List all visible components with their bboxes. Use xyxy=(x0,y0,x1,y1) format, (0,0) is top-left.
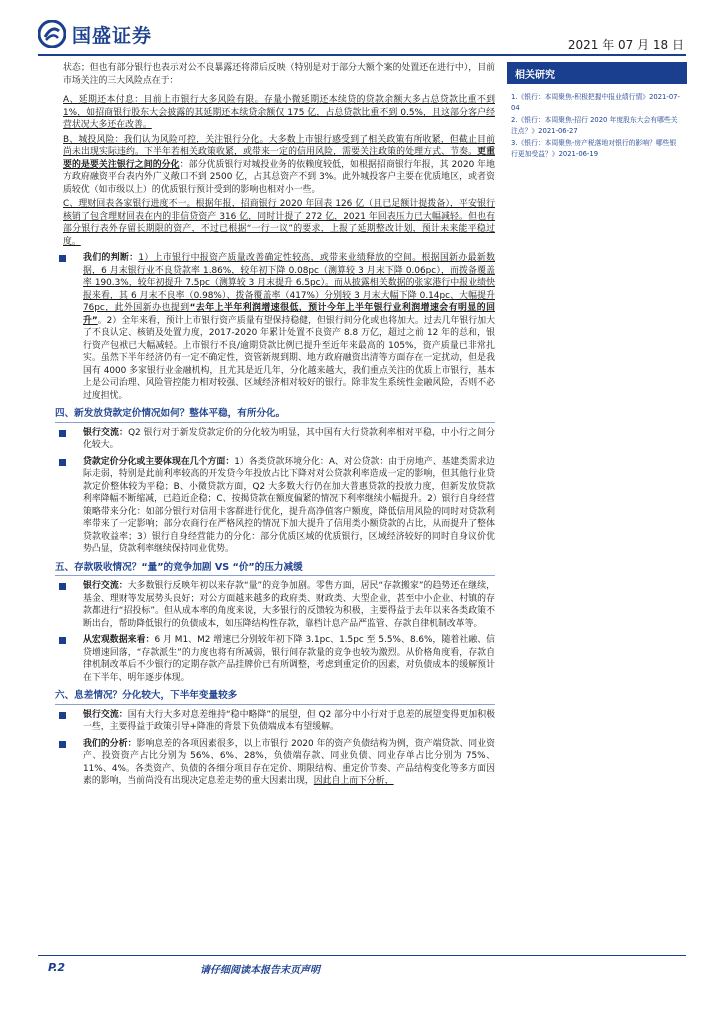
related-item[interactable]: 3.《银行：本周聚焦-房产税落地对银行的影响？哪些银行更加受益？》2021-06-19 xyxy=(511,139,677,158)
footer-divider xyxy=(38,955,686,956)
paragraph-intro xyxy=(63,62,495,87)
bullet-lead: 银行交流： xyxy=(83,581,128,591)
section-4-bullet-1 xyxy=(63,427,495,452)
bullet-square-icon xyxy=(59,430,66,437)
brand-mark-icon xyxy=(38,20,66,48)
section-4-bullet-2 xyxy=(63,456,495,556)
judgment-lead: 我们的判断： xyxy=(83,253,139,263)
report-body xyxy=(55,62,496,912)
bullet-lead: 我们的分析： xyxy=(83,738,137,749)
brand-name: 国盛证券 xyxy=(72,24,153,47)
footer-disclaimer: 请仔细阅读本报告末页声明 xyxy=(200,965,320,976)
bullet-lead: 银行交流： xyxy=(83,709,128,720)
related-item[interactable]: 1.《银行：本周聚焦-积极把握中报业绩行情》2021-07-04 xyxy=(511,93,680,112)
judgment-quote: “去年上半年利润增速很低，预计今年上半年银行业利润增速会有明显的回升” xyxy=(83,303,495,326)
bullet-text-end: 因此自上而下分析， xyxy=(313,776,394,786)
sidebar-title: 相关研究 xyxy=(507,62,687,84)
bullet-text: 影响息差的各项因素很多，以上市银行 2020 年的资产负债结构为例，资产端贷款、同业资产、投资资产占比分别为 56%、6%、28%，负债端存款、同业负债、同业存单占比分别为 75%、11%、4%。各类资产、负债的各细分项目存在定价、期限结构、重定价节奏、产品结构变化等多方面因素的影响，当前尚没有出现决定息差走势的重大因素出现， xyxy=(83,738,495,786)
text-risk-c: C、理财回表各家银行进度不一。根据年报，招商银行 2020 年回表 126 亿（且已足额计提拨备），平安银行核销了包含理财回表在内的非信贷资产 316 亿，同时计提了 272 亿，2021 年回表压力已大幅减轻。但也有部分银行表外存留长期限的资产，不过已根据“一行一议”的要求，上报了延期整改计划，预计未来能平稳过度。 xyxy=(63,199,495,247)
bullet-square-icon xyxy=(59,583,66,590)
related-list xyxy=(507,92,687,159)
sidebar-related-research xyxy=(507,62,687,161)
section-5-title: 五、存款吸收情况？“量”的竞争加剧 VS “价”的压力减缓 xyxy=(55,562,495,577)
report-date: 2021 年 07 月 18 日 xyxy=(567,38,684,52)
bullet-text: Q2 银行对于新发贷款定价的分化较为明显，其中国有大行贷款利率相对平稳，中小行之间分化较大。 xyxy=(83,427,495,450)
bullet-text: 大多数银行反映年初以来存款“量”的竞争加剧。零售方面，居民“存款搬家”的趋势还在继续，基金、理财等发展势头良好；对公方面越来越多的政府类、财政类、大型企业，甚至中小企业、村镇的存款都进行“招投标”。但从成本率的角度来说，大多银行的反馈较为积极，主要得益于去年以来各类政策不断出台，帮助降低银行的负债成本，如压降结构性存款，靠档计息产品严监管、存款自律机制改革等。 xyxy=(83,581,496,629)
section-5-bullet-2 xyxy=(63,634,495,684)
text-risk-b-emphasis: 更重要的是要关注银行之间的分化 xyxy=(63,147,496,170)
text-risk-b: B、城投风险：我们认为风险可控，关注银行分化。大多数上市银行感受到了相关政策有所收紧，但截止目前尚未出现实际违约。下半年若相关政策收紧，或带来一定的信用风险，需要关注政策的处理方式、节奏。 xyxy=(63,134,495,157)
text-risk-b-detail: ：部分优质银行对城投业务的依赖度较低，如根据招商银行年报，其 2020 年地方政府融资平台表内外广义敞口不到 2500 亿，占其总资产不到 3%。此外城投客户主要在优质地区，或者资质较优（如市级以上）的优质银行预计受到的影响也相对小一些。 xyxy=(63,159,495,195)
bullet-lead: 从宏观数据来看： xyxy=(83,635,155,645)
bullet-text: 6 月 M1、M2 增速已分别较年初下降 3.1pc、1.5pc 至 5.5%、8.6%，随着社融、信贷增速回落，“存款派生”的力度也将有所减弱，银行间存款量的竞争也较为激烈。从价格角度看，存款自律机制改革后不少银行的定期存款产品挂牌价已有所调整，考虑到重定价的因素，对负债成本的缓解预计在下半年、明年逐步体现。 xyxy=(83,635,496,683)
bullet-text: 1）各类贷款环境分化：A、对公贷款：由于房地产、基建类需求边际走弱，特别是此前利率较高的开发贷今年投放占比下降对对公贷款利率造成一定的影响，但其他行业贷款定价整体较为平稳；B、小微贷款方面，Q2 大多数大行仍在加大普惠贷款的投放力度，但新发放贷款利率降幅不断缩减，已趋近企稳；C、按揭贷款在额度偏紧的情况下利率继续小幅提升。2）银行自身经营策略带来分化：如部分银行对信用卡客群进行优化，提升高净值客户额度，降低信用风险的同时对贷款利率带来了一定影响；部分农商行在严格风控的情况下加大提升了信用类小额贷款的占比，从而提升了整体贷款收益率；3）银行自身经营能力的分化：部分优质区域的优质银行，区域经济较好的同时自身议价优势凸显，贷款利率继续保持同业优势。 xyxy=(83,456,496,554)
bullet-square-icon xyxy=(59,712,66,719)
judgment-block xyxy=(63,252,495,402)
related-item[interactable]: 2.《银行：本周聚焦-招行 2020 年度股东大会有哪些关注点？》2021-06-27 xyxy=(511,116,678,135)
paragraph-risk-b xyxy=(63,134,495,197)
page-header xyxy=(0,0,724,64)
text-intro: 状态；但也有部分银行也表示对公不良暴露还将滞后反映（特别是对于部分大额个案的处置还在进行中），目前市场关注的三大风险点在于： xyxy=(63,63,495,86)
section-6-title: 六、息差情况？分化较大，下半年变量较多 xyxy=(55,690,495,705)
section-4-title: 四、新发放贷款定价情况如何？整体平稳，有所分化。 xyxy=(55,408,495,423)
brand-logo xyxy=(38,20,152,48)
section-6-bullet-1 xyxy=(63,709,495,734)
bullet-square-icon xyxy=(59,459,66,466)
bullet-square-icon xyxy=(59,637,66,644)
bullet-square-icon xyxy=(59,255,66,262)
header-divider xyxy=(38,54,686,56)
page-number: P.2 xyxy=(48,961,66,974)
text-risk-a: A、延期还本付息：目前上市银行大多风险有限。存量小微延期还本续贷的贷款余额大多占总贷款比重不到 1%，如招商银行股东大会披露的其延期还本续贷余额仅 175 亿，占总贷款比重不到 0.5%，且这部分客户经营状况大多还在改善。 xyxy=(63,95,495,130)
bullet-lead: 银行交流： xyxy=(83,427,129,438)
section-5-bullet-1 xyxy=(63,580,495,630)
paragraph-risk-a xyxy=(63,94,495,132)
bullet-text: 国有大行大多对息差维持“稳中略降”的展望，但 Q2 部分中小行对于息差的展望变得更加积极一些，主要得益于政策引导+降准的背景下负债端成本有望缓解。 xyxy=(83,709,496,732)
paragraph-risk-c xyxy=(63,198,495,248)
judgment-text-1: 1）上市银行中报资产质量改善确定性较高，或带来业绩释放的空间。根据国新办最新数据，6 月末银行业不良贷款率 1.86%，较年初下降 0.08pc（测算较 3 月末下降 0.06pc），而拨备覆盖率 190.3%，较年初提升 7.5pc（测算较 3 月末提升 6.5pc）。而从披露相关数据的张家港行中报业绩快报来看，其 6 月末不良率（0.98%）、拨备覆盖率（417%）分别较 3 月末大幅下降 0.14pc、大幅提升 76pc，此外国新办也提到 xyxy=(83,253,495,313)
judgment-text-2: 。2）全年来看，预计上市银行资产质量有望保持稳健，但银行间分化或也将加大。过去几年银行加大了不良认定、核销及处置力度，2017-2020 年累计处置不良资产 8.8 万亿，超过之前 12 年的总和，银行资产包袱已大幅减轻。上市银行不良/逾期贷款比例已提升至近年来最高的 105%，资产质量已非常扎实。虽然下半年经济仍有一定不确定性，资管新规到期、地方政府融资出清等方面存在一定扰动，但是我国有 4000 多家银行业金融机构，且尤其是近几年，分化越来越大，我们重点关注的优质上市银行，基本上是公司治理、风险管控能力相对较强、区域经济相对较好的银行。除非发生系统性金融风险，否则不必过度担忧。 xyxy=(83,315,495,401)
bullet-square-icon xyxy=(59,741,66,748)
section-6-bullet-2 xyxy=(63,738,495,788)
bullet-lead: 贷款定价分化或主要体现在几个方面： xyxy=(83,456,235,467)
